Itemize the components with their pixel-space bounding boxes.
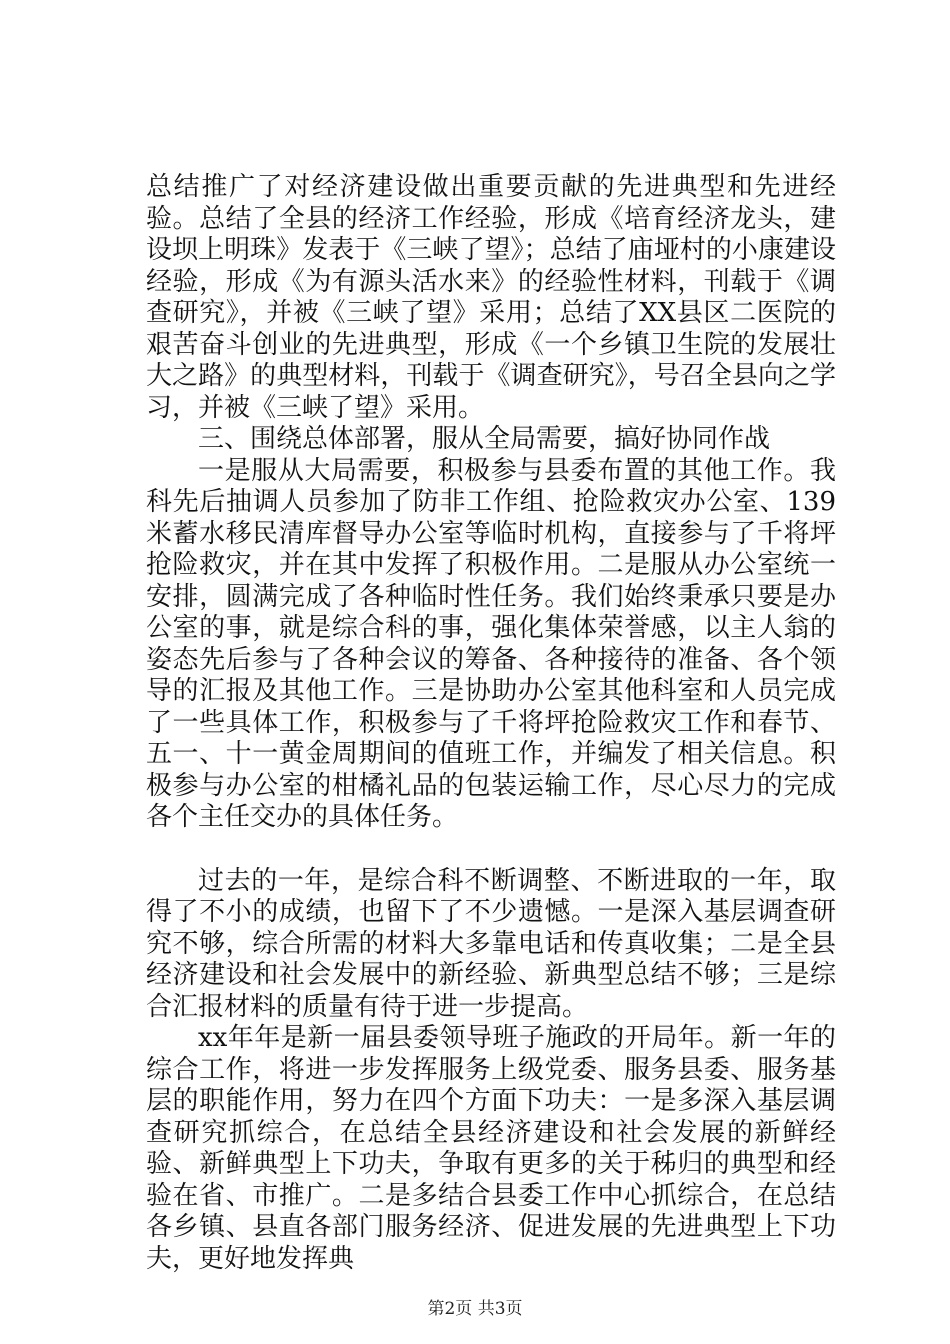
section-heading-three: 三、围绕总体部署，服从全局需要，搞好协同作战 bbox=[198, 424, 771, 454]
paragraph-summary-experience: 总结推广了对经济建设做出重要贡献的先进典型和先进经验。总结了全县的经济工作经验，形成《培育经济龙头，建设坝上明珠》发表于《三峡了望》；总结了庙垭村的小康建设经验，形成《为有源头活水来》的经验性材料，刊载于《调查研究》，并被《三峡了望》采用；总结了XX县区二医院的艰苦奋斗创业的先进典型，形成《一个乡镇卫生院的发展壮大之路》的典型材料，刊载于《调查研究》，号召全县向之学习，并被《三峡了望》采用。 bbox=[146, 172, 836, 423]
document-body bbox=[146, 172, 836, 1275]
paragraph-coordination-work: 一是服从大局需要，积极参与县委布置的其他工作。我科先后抽调人员参加了防非工作组、抢险救灾办公室、139米蓄水移民清库督导办公室等临时机构，直接参与了千将坪抢险救灾，并在其中发挥了积极作用。二是服从办公室统一安排，圆满完成了各种临时性任务。我们始终秉承只要是办公室的事，就是综合科的事，强化集体荣誉感，以主人翁的姿态先后参与了各种会议的筹备、各种接待的准备、各个领导的汇报及其他工作。三是协助办公室其他科室和人员完成了一些具体工作，积极参与了千将坪抢险救灾工作和春节、五一、十一黄金周期间的值班工作，并编发了相关信息。积极参与办公室的柑橘礼品的包装运输工作，尽心尽力的完成各个主任交办的具体任务。 bbox=[146, 455, 836, 832]
paragraph-past-year-review: 过去的一年，是综合科不断调整、不断进取的一年，取得了不小的成绩，也留下了不少遗憾。一是深入基层调查研究不够，综合所需的材料大多靠电话和传真收集；二是全县经济建设和社会发展中的新经验、新典型总结不够；三是综合汇报材料的质量有待于进一步提高。 bbox=[146, 865, 836, 1022]
paragraph-new-year-plan: xx年年是新一届县委领导班子施政的开局年。新一年的综合工作，将进一步发挥服务上级党委、服务县委、服务基层的职能作用，努力在四个方面下功夫：一是多深入基层调查研究抓综合，在总结全县经济建设和社会发展的新鲜经验、新鲜典型上下功夫，争取有更多的关于秭归的典型和经验在省、市推广。二是多结合县委工作中心抓综合，在总结各乡镇、县直各部门服务经济、促进发展的先进典型上下功夫，更好地发挥典 bbox=[146, 1023, 836, 1274]
paragraph-gap bbox=[146, 834, 836, 866]
page-number-footer: 第2页 共3页 bbox=[427, 1299, 523, 1319]
